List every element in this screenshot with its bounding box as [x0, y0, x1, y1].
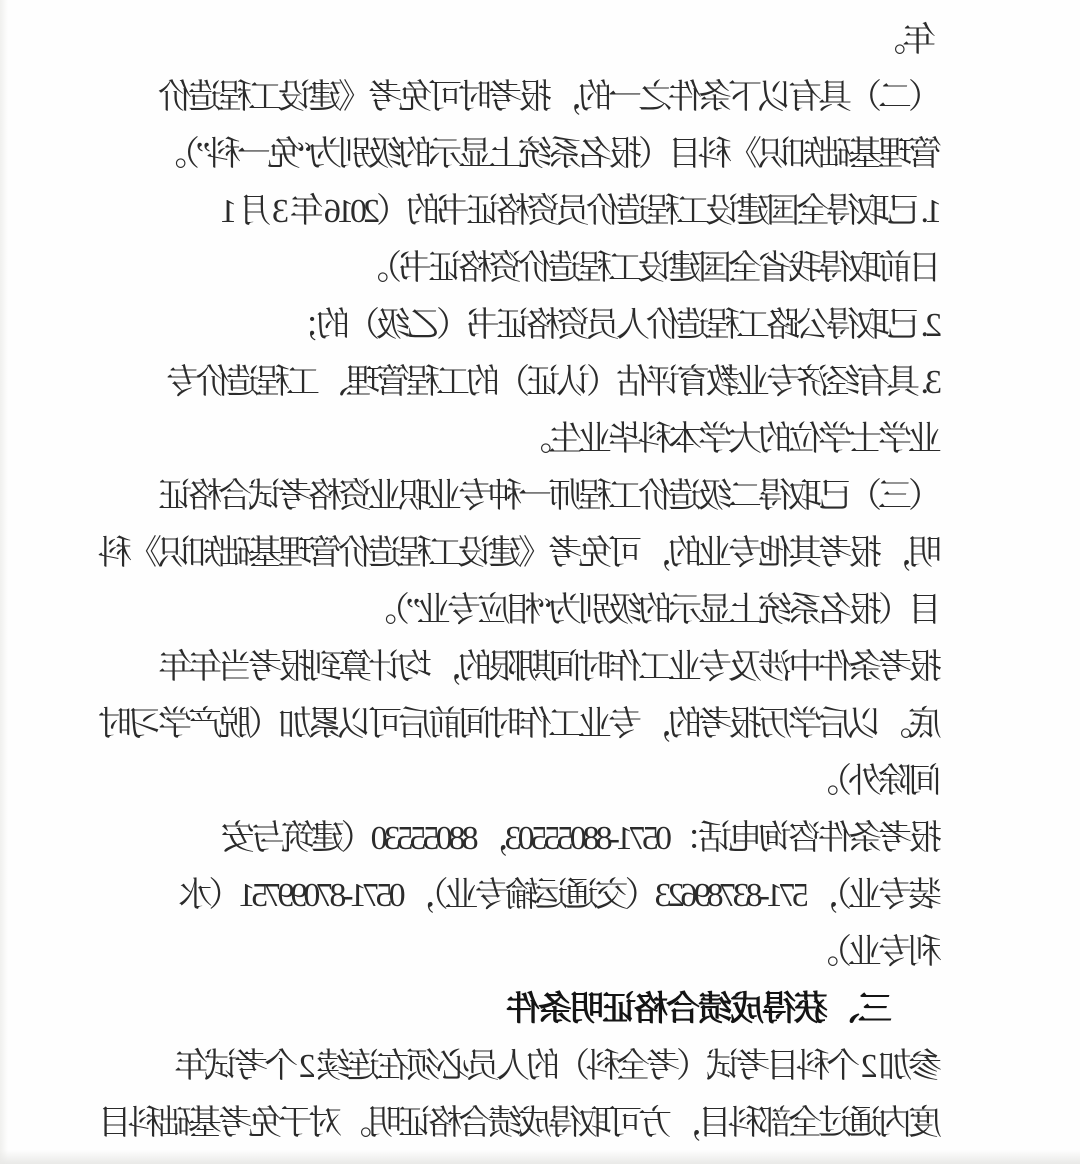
- scan-bottom-band: [0, 1150, 1080, 1164]
- text-line: 报考条件咨询电话：0571-88055503，88055530（建筑与安: [224, 820, 942, 857]
- text-line: 明，报考其他专业的，可免考《建设工程造价管理基础知识》科: [102, 535, 942, 572]
- text-line: 参加 2 个科目考试（考全科）的人员必须在连续 2 个考试年: [178, 1048, 942, 1085]
- text-line: 报考条件中涉及专业工作时间期限的，均计算到报考当年年: [162, 649, 942, 686]
- text-line: 装专业），571-83789623（交通运输专业），0571-87099751（水: [182, 877, 942, 914]
- text-line: （二）具有以下条件之一的，报考时可免考《建设工程造价: [162, 79, 942, 116]
- text-line: 目（报名系统上显示的级别为“相应专业”）。: [366, 592, 942, 629]
- text-line: 间除外）。: [809, 763, 942, 800]
- text-line: （三）已取得二级造价工程师一种专业职业资格考试合格证: [162, 478, 942, 515]
- text-line: 年。: [876, 22, 936, 59]
- text-line: 日前取得我省全国建设工程造价资格证书）。: [359, 250, 942, 287]
- text-line: 管理基础知识》科目（报名系统上显示的级别为“免一科”）。: [156, 136, 942, 173]
- document-text-block: [60, 12, 942, 1152]
- scan-edge-shade: [0, 0, 8, 1164]
- text-line: 1. 已取得全国建设工程造价员资格证书的（2016 年 3 月 1: [224, 193, 942, 230]
- text-line: 3. 具有经济专业教育评估（认证）的工程管理、工程造价专: [170, 364, 942, 401]
- text-line: 底。以后学历报考的，专业工作时间前后可以累加（脱产学习时: [102, 706, 942, 743]
- section-heading: 三、获得成绩合格证明条件: [508, 991, 892, 1028]
- text-line: 2. 已取得公路工程造价人员资格证书（乙级）的；: [290, 307, 942, 344]
- text-line: 度内通过全部科目，方可取得成绩合格证明。对于免考基础科目: [102, 1105, 942, 1142]
- text-line: 利专业）。: [809, 934, 942, 971]
- text-line: 业学士学位的大学本科毕业生。: [522, 421, 942, 458]
